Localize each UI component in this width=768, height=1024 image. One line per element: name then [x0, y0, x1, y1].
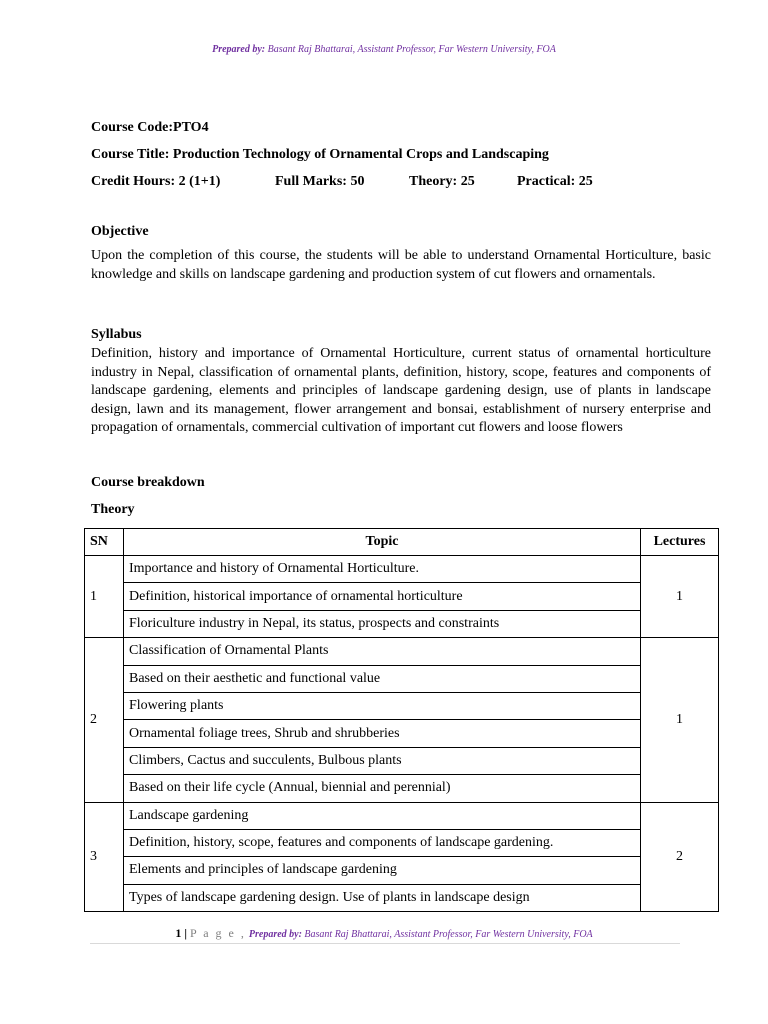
- table-row: [85, 857, 719, 884]
- table-row: [85, 583, 719, 610]
- credit-hours: Credit Hours: 2 (1+1): [91, 174, 221, 189]
- topic-cell: Landscape gardening: [124, 802, 641, 829]
- header-prepared-label: Prepared by:: [212, 44, 266, 55]
- topic-cell: Importance and history of Ornamental Horticulture.: [124, 556, 641, 583]
- topic-cell: Types of landscape gardening design. Use of plants in landscape design: [124, 884, 641, 911]
- lectures-header: Lectures: [641, 529, 719, 556]
- breakdown-heading: Course breakdown: [91, 475, 205, 490]
- course-title: Course Title: Production Technology of Ornamental Crops and Landscaping: [91, 147, 549, 162]
- table-row: [85, 747, 719, 774]
- theory-marks: Theory: 25: [409, 174, 475, 189]
- table-header-row: [85, 529, 719, 556]
- page-header: [0, 44, 768, 55]
- table-row: [85, 692, 719, 719]
- table-row: [85, 556, 719, 583]
- syllabus-heading: Syllabus: [91, 327, 142, 342]
- lectures-cell: 1: [641, 556, 719, 638]
- sn-header: SN: [85, 529, 124, 556]
- header-prepared-text: Basant Raj Bhattarai, Assistant Professor, Far Western University, FOA: [265, 44, 556, 55]
- topic-cell: Definition, historical importance of ornamental horticulture: [124, 583, 641, 610]
- page-number: 1: [175, 926, 182, 940]
- footer-divider: [90, 943, 680, 944]
- topic-cell: Climbers, Cactus and succulents, Bulbous plants: [124, 747, 641, 774]
- practical-marks: Practical: 25: [517, 174, 593, 189]
- page-word: P a g e ,: [189, 926, 246, 940]
- footer-prepared-text: Basant Raj Bhattarai, Assistant Professor, Far Western University, FOA: [301, 929, 593, 940]
- sn-cell: 1: [85, 556, 124, 638]
- objective-heading: Objective: [91, 224, 149, 239]
- table-row: [85, 802, 719, 829]
- topic-cell: Ornamental foliage trees, Shrub and shrubberies: [124, 720, 641, 747]
- course-code: Course Code:PTO4: [91, 120, 209, 135]
- theory-subheading: Theory: [91, 502, 135, 517]
- topic-cell: Based on their life cycle (Annual, biennial and perennial): [124, 775, 641, 802]
- lectures-cell: 2: [641, 802, 719, 912]
- table-row: [85, 638, 719, 665]
- page-separator: |: [181, 926, 190, 940]
- topic-cell: Flowering plants: [124, 692, 641, 719]
- table-row: [85, 775, 719, 802]
- topic-cell: Based on their aesthetic and functional value: [124, 665, 641, 692]
- table-row: [85, 829, 719, 856]
- table-row: [85, 665, 719, 692]
- objective-text: Upon the completion of this course, the students will be able to understand Ornamental Horticulture, basic knowledge and skills on landscape gardening and production system of cut flowers and ornamentals.: [91, 248, 711, 282]
- table-row: [85, 884, 719, 911]
- page-footer: [0, 926, 768, 941]
- table-row: [85, 610, 719, 637]
- sn-cell: 3: [85, 802, 124, 912]
- topic-cell: Elements and principles of landscape gardening: [124, 857, 641, 884]
- sn-cell: 2: [85, 638, 124, 802]
- topic-header: Topic: [124, 529, 641, 556]
- topic-cell: Definition, history, scope, features and components of landscape gardening.: [124, 829, 641, 856]
- topic-cell: Floriculture industry in Nepal, its status, prospects and constraints: [124, 610, 641, 637]
- syllabus-text: Definition, history and importance of Ornamental Horticulture, current status of ornamental horticulture industry in Nepal, classification of ornamental plants, definition, history, scope, features and components of landscape gardening, elements and principles of landscape gardening design, use of plants in landscape design, lawn and its management, flower arrangement and bonsai, establishment of nursery enterprise and propagation of ornamentals, commercial cultivation of important cut flowers and loose flowers: [91, 346, 711, 435]
- full-marks: Full Marks: 50: [275, 174, 365, 189]
- lectures-cell: 1: [641, 638, 719, 802]
- footer-prepared-label: Prepared by:: [248, 929, 302, 940]
- topic-cell: Classification of Ornamental Plants: [124, 638, 641, 665]
- credit-line: [91, 174, 593, 190]
- table-row: [85, 720, 719, 747]
- theory-table: [84, 528, 719, 912]
